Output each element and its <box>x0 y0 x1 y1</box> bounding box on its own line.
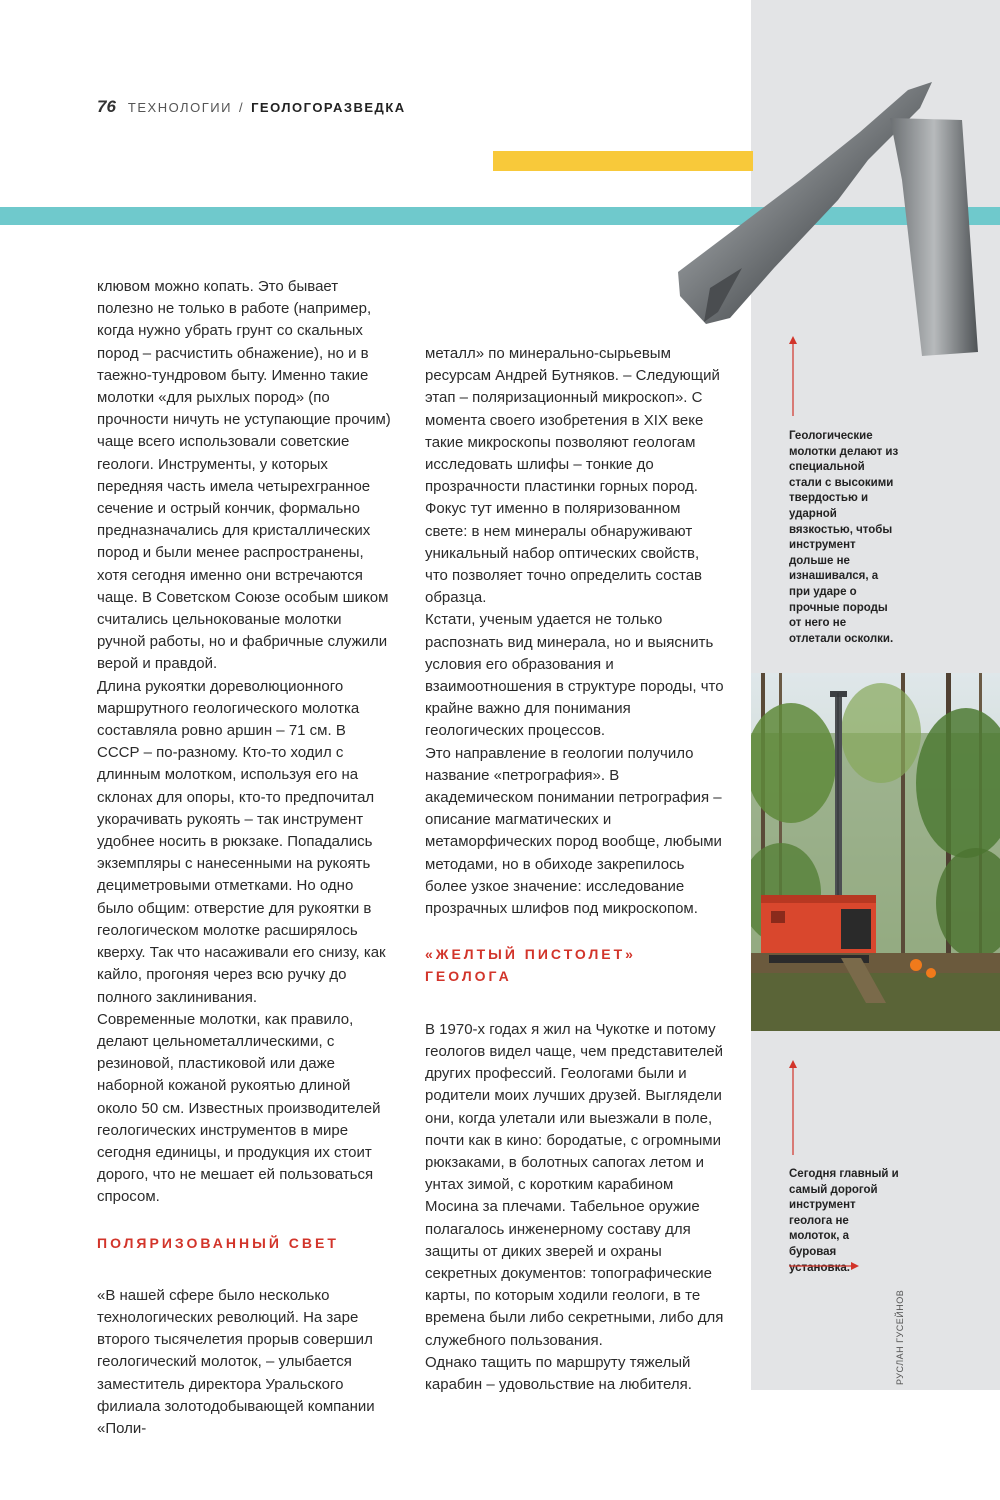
body-paragraph: Кстати, ученым удается не только распознать вид минерала, но и выяснить условия его образования и взаимоотношения в структуре породы, что крайне важно для понимания геологических процессов. <box>425 611 724 740</box>
page-number: 76 <box>97 97 116 116</box>
caption-drilling-rig: Сегодня главный и самый дорогой инструмент геолога не молоток, а буровая установка. <box>789 1168 899 1274</box>
body-paragraph: Современные молотки, как правило, делают цельнометаллическими, с резиновой, пластиковой или даже наборной кожаной рукоятью длиной около 50 см. Известных производителей геологических инструментов в мире сегодня единицы, и продукция их стоит дорого, что не мешает ей пользоваться спросом. <box>97 1010 381 1206</box>
geological-hammer-image <box>670 60 1000 360</box>
body-paragraph: Это направление в геологии получило название «петрография». В академическом понимании петрография – описание магматических и метаморфических пород вообще, любыми методами, но в обиходе закрепилось более узкое значение: исследование прозрачных шлифов под микроскопом. <box>425 744 722 918</box>
body-paragraph: В 1970-х годах я жил на Чукотке и потому геологов видел чаще, чем представителей других профессий. Геологами были и родители моих лучших друзей. Выглядели они, когда улетали или выезжали в поле, почти как в кино: бородатые, с огромными рюкзаками, в болотных сапогах летом и унтах зимой, с коротким карабином Мосина за плечами. Табельное оружие полагалось инженерному составу для защиты от диких зверей и охраны секретных документов: топографические карты, по которым ходили геологи, в те времена были либо секретными, либо для служебного пользования. <box>425 1020 724 1349</box>
page-header <box>97 97 406 117</box>
text-column-2 <box>425 343 725 1396</box>
subheading-yellow-pistol: «ЖЕЛТЫЙ ПИСТОЛЕТ» ГЕОЛОГА <box>425 946 636 985</box>
subheading-polarized-light: ПОЛЯРИЗОВАННЫЙ СВЕТ <box>97 1234 339 1251</box>
subsection-name: ГЕОЛОГОРАЗВЕДКА <box>251 100 406 115</box>
arrow-up-icon <box>788 336 798 416</box>
drilling-rig-photo <box>751 673 1000 1031</box>
body-paragraph: металл» по минерально-сырьевым ресурсам Андрей Бутняков. – Следующий этап – поляризационный микроскоп». С момента своего изобретения в XIX веке такие микроскопы позволяют геологам исследовать шлифы – тонкие до прозрачности пластинки горных пород. Фокус тут именно в поляризованном свете: в нем минералы обнаруживают уникальный набор оптических свойств, что позволяет точно определить состав образца. <box>425 345 720 607</box>
text-column-1 <box>97 276 392 1440</box>
section-name: ТЕХНОЛОГИИ <box>127 100 232 115</box>
body-paragraph: Длина рукоятки дореволюционного маршрутного геологического молотка составляла ровно аршин – 71 см. В СССР – по-разному. Кто-то ходил с длинным молотком, используя его на склонах для опоры, кто-то предпочитал укорачивать рукоять – так инструмент удобнее носить в рюкзаке. Попадались экземпляры с нанесенными на рукоять дециметровыми отметками. Но одно было общим: отверстие для рукоятки в геологическом молотке расширялось кверху. Так что насаживали его снизу, как кайло, прогоняя через всю ручку до полного заклинивания. <box>97 677 386 1006</box>
photo-credit: РУСЛАН ГУСЕЙНОВ <box>895 1289 905 1385</box>
caption-hammer: Геологические молотки делают из специальной стали с высокими твердостью и ударной вязкостью, чтобы инструмент дольше не изнашивался, а при ударе о прочные породы от него не отлетали осколки. <box>789 430 899 645</box>
body-paragraph: клювом можно копать. Это бывает полезно не только в работе (например, когда нужно убрать грунт со скальных пород – расчистить обнажение), но и в таежно-тундровом быту. Именно такие молотки «для рыхлых пород» (по прочности ничуть не уступающие прочим) чаще всего использовали советские геологи. Инструменты, у которых передняя часть имела четырехгранное сечение и острый кончик, формально предназначались для кристаллических пород и были менее распространены, хотя сегодня именно они встречаются чаще. В Советском Союзе особым шиком считались цельнокованые молотки ручной работы, но и фабричные служили верой и правдой. <box>97 278 391 673</box>
arrow-up-icon <box>788 1060 798 1155</box>
body-paragraph: Однако тащить по маршруту тяжелый карабин – удовольствие на любителя. <box>425 1353 692 1393</box>
arrow-right-icon <box>789 1261 859 1271</box>
body-paragraph: «В нашей сфере было несколько технологических революций. На заре второго тысячелетия прорыв совершил геологический молоток, – улыбается заместитель директора Уральского филиала золотодобывающей компании «Поли- <box>97 1286 375 1437</box>
header-separator: / <box>238 100 245 115</box>
